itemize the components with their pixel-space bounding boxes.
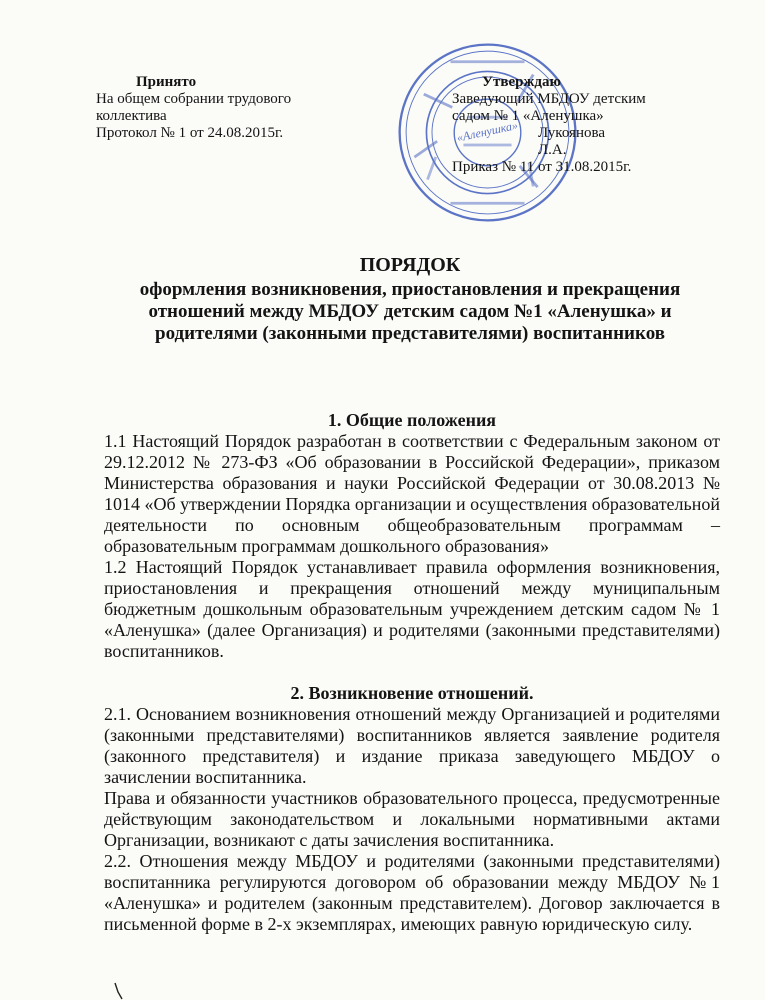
- paragraph: Права и обязанности участников образовательного процесса, предусмотренные действующим законодательством и локальными нормативными актами Организации, возникают с даты зачисления воспитанника.: [104, 788, 720, 850]
- paragraph: 2.1. Основанием возникновения отношений между Организацией и родителями (законными представителями) воспитанников является заявление родителя (законного представителя) и издание приказа заведующего МБДОУ о зачислении воспитанника.: [104, 704, 720, 787]
- title-line: оформления возникновения, приостановления и прекращения: [139, 279, 681, 300]
- approval-order: Приказ № 11 от 31.08.2015г.: [452, 159, 632, 175]
- signature-line: [452, 125, 692, 159]
- accepted-block: [96, 74, 336, 142]
- stamp-center-text: «Аленушка»: [455, 118, 519, 145]
- paragraph: 1.2 Настоящий Порядок устанавливает правила оформления возникновения, приостановления и прекращения отношений между муниципальным бюджетным дошкольным образовательным учреждением детским садом № 1 «Аленушка» (далее Организация) и родителями (законными представителями) воспитанников.: [104, 557, 720, 661]
- approved-block: [452, 74, 692, 176]
- signature-name: Лукоянова Л.А.: [538, 125, 606, 158]
- title-line: отношений между МБДОУ детским садом №1 «Аленушка» и: [148, 301, 672, 322]
- accepted-line: коллектива: [96, 108, 167, 124]
- approved-caption: Утверждаю: [482, 74, 561, 90]
- title-line: родителями (законными представителями) воспитанников: [155, 323, 665, 344]
- approved-line: Заведующий МБДОУ детским: [452, 91, 646, 107]
- paragraph: 2.2. Отношения между МБДОУ и родителями (законными представителями) воспитанника регулируются договором об образовании между МБДОУ №1 «Аленушка» и родителем (законным представителем). Договор заключается в письменной форме в 2-х экземплярах, имеющих равную юридическую силу.: [104, 851, 720, 934]
- approved-line: садом № 1 «Аленушка»: [452, 108, 604, 124]
- title-line: ПОРЯДОК: [359, 254, 461, 276]
- document-title: [100, 254, 720, 345]
- accepted-caption: Принято: [136, 74, 197, 90]
- document-body: [104, 410, 720, 935]
- accepted-line: Протокол № 1 от 24.08.2015г.: [96, 125, 284, 141]
- paragraph: 1.1 Настоящий Порядок разработан в соответствии с Федеральным законом от 29.12.2012 № 273-ФЗ «Об образовании в Российской Федерации», приказом Министерства образования и науки Российской Федерации от 30.08.2013 № 1014 «Об утверждении Порядка организации и осуществления образовательной деятельности по основным общеобразовательным программам – образовательным программам дошкольного образования»: [104, 431, 720, 556]
- section-heading: 2. Возникновение отношений.: [290, 683, 534, 703]
- pen-mark-icon: [112, 982, 126, 1000]
- accepted-line: На общем собрании трудового: [96, 91, 292, 107]
- section-heading: 1. Общие положения: [327, 410, 497, 430]
